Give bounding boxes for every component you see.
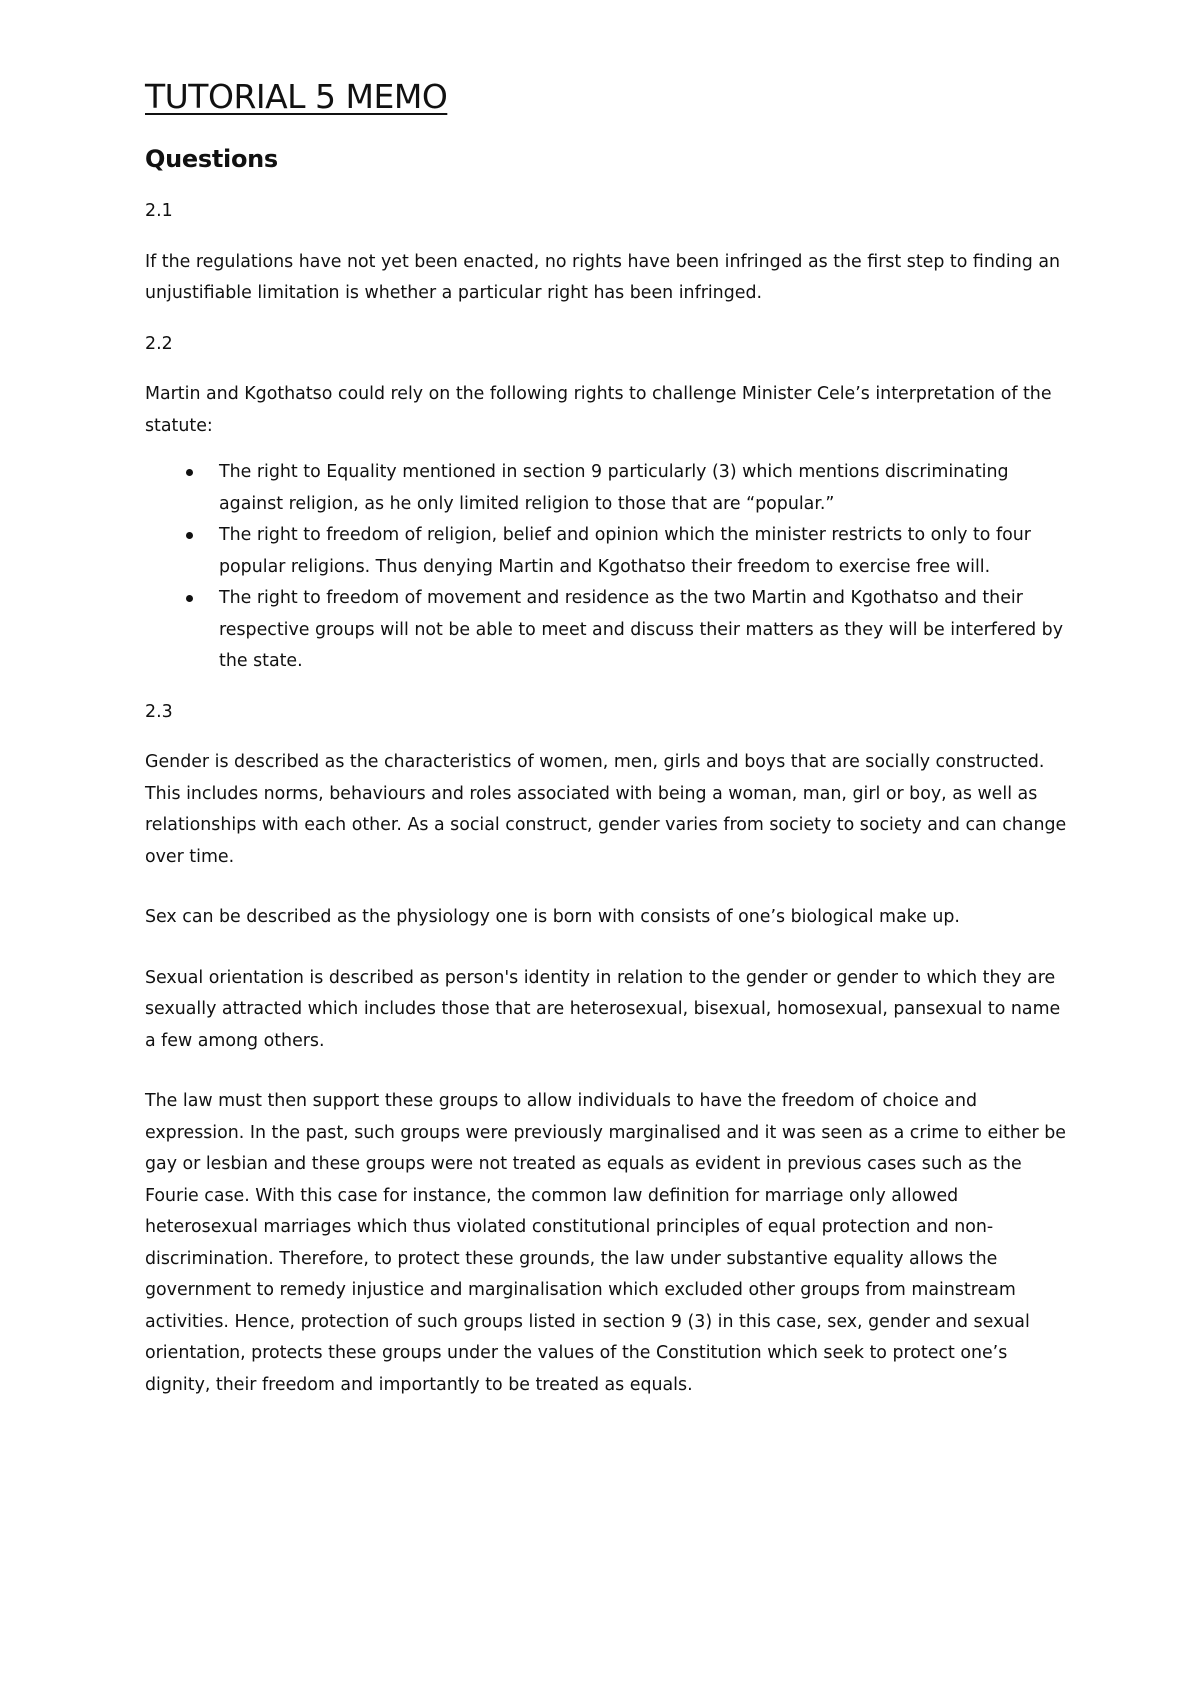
answer-2-2-intro: Martin and Kgothatso could rely on the following rights to challenge Minister Cele’s interpretation of the statute: bbox=[145, 384, 1052, 436]
list-item-text: The right to freedom of movement and residence as the two Martin and Kgothatso and their respective groups will not be able to meet and discuss their matters as they will be interfered by the state. bbox=[219, 588, 1063, 671]
question-number-2-2: 2.2 bbox=[145, 333, 173, 354]
list-item bbox=[145, 583, 1075, 678]
question-number-2-3: 2.3 bbox=[145, 701, 173, 722]
rights-list bbox=[145, 457, 1075, 678]
answer-2-3-orientation: Sexual orientation is described as person's identity in relation to the gender or gender to which they are sexually attracted which includes those that are heterosexual, bisexual, homosexual, pansexual to name a few among others. bbox=[145, 967, 1061, 1051]
bullet-icon bbox=[186, 532, 193, 539]
answer-2-3-law: The law must then support these groups to allow individuals to have the freedom of choice and expression. In the past, such groups were previously marginalised and it was seen as a crime to either be gay or lesbian and these groups were not treated as equals as evident in previous cases such as the Fourie case. With this case for instance, the common law definition for marriage only allowed heterosexual marriages which thus violated constitutional principles of equal protection and non-discrimination. Therefore, to protect these grounds, the law under substantive equality allows the government to remedy injustice and marginalisation which excluded other groups from mainstream activities. Hence, protection of such groups listed in section 9 (3) in this case, sex, gender and sexual orientation, protects these groups under the values of the Constitution which seek to protect one’s dignity, their freedom and importantly to be treated as equals. bbox=[145, 1091, 1066, 1395]
list-item bbox=[145, 457, 1075, 520]
question-number-2-1: 2.1 bbox=[145, 201, 173, 221]
answer-2-3-sex: Sex can be described as the physiology one is born with consists of one’s biological make up. bbox=[145, 907, 960, 927]
section-heading: Questions bbox=[145, 145, 278, 173]
bullet-icon bbox=[186, 469, 193, 476]
document-title: TUTORIAL 5 MEMO bbox=[145, 77, 448, 116]
document-page bbox=[145, 72, 1075, 1401]
bullet-icon bbox=[186, 595, 193, 602]
answer-2-3-gender: Gender is described as the characteristics of women, men, girls and boys that are socially constructed. This includes norms, behaviours and roles associated with being a woman, man, girl or boy, as well as relationships with each other. As a social construct, gender varies from society to society and can change over time. bbox=[145, 752, 1067, 867]
answer-2-1: If the regulations have not yet been enacted, no rights have been infringed as the first step to finding an unjustifiable limitation is whether a particular right has been infringed. bbox=[145, 251, 1061, 303]
list-item bbox=[145, 520, 1075, 583]
list-item-text: The right to freedom of religion, belief and opinion which the minister restricts to only to four popular religions. Thus denying Martin and Kgothatso their freedom to exercise free will. bbox=[219, 525, 1031, 577]
list-item-text: The right to Equality mentioned in section 9 particularly (3) which mentions discriminating against religion, as he only limited religion to those that are “popular.” bbox=[219, 462, 1009, 514]
